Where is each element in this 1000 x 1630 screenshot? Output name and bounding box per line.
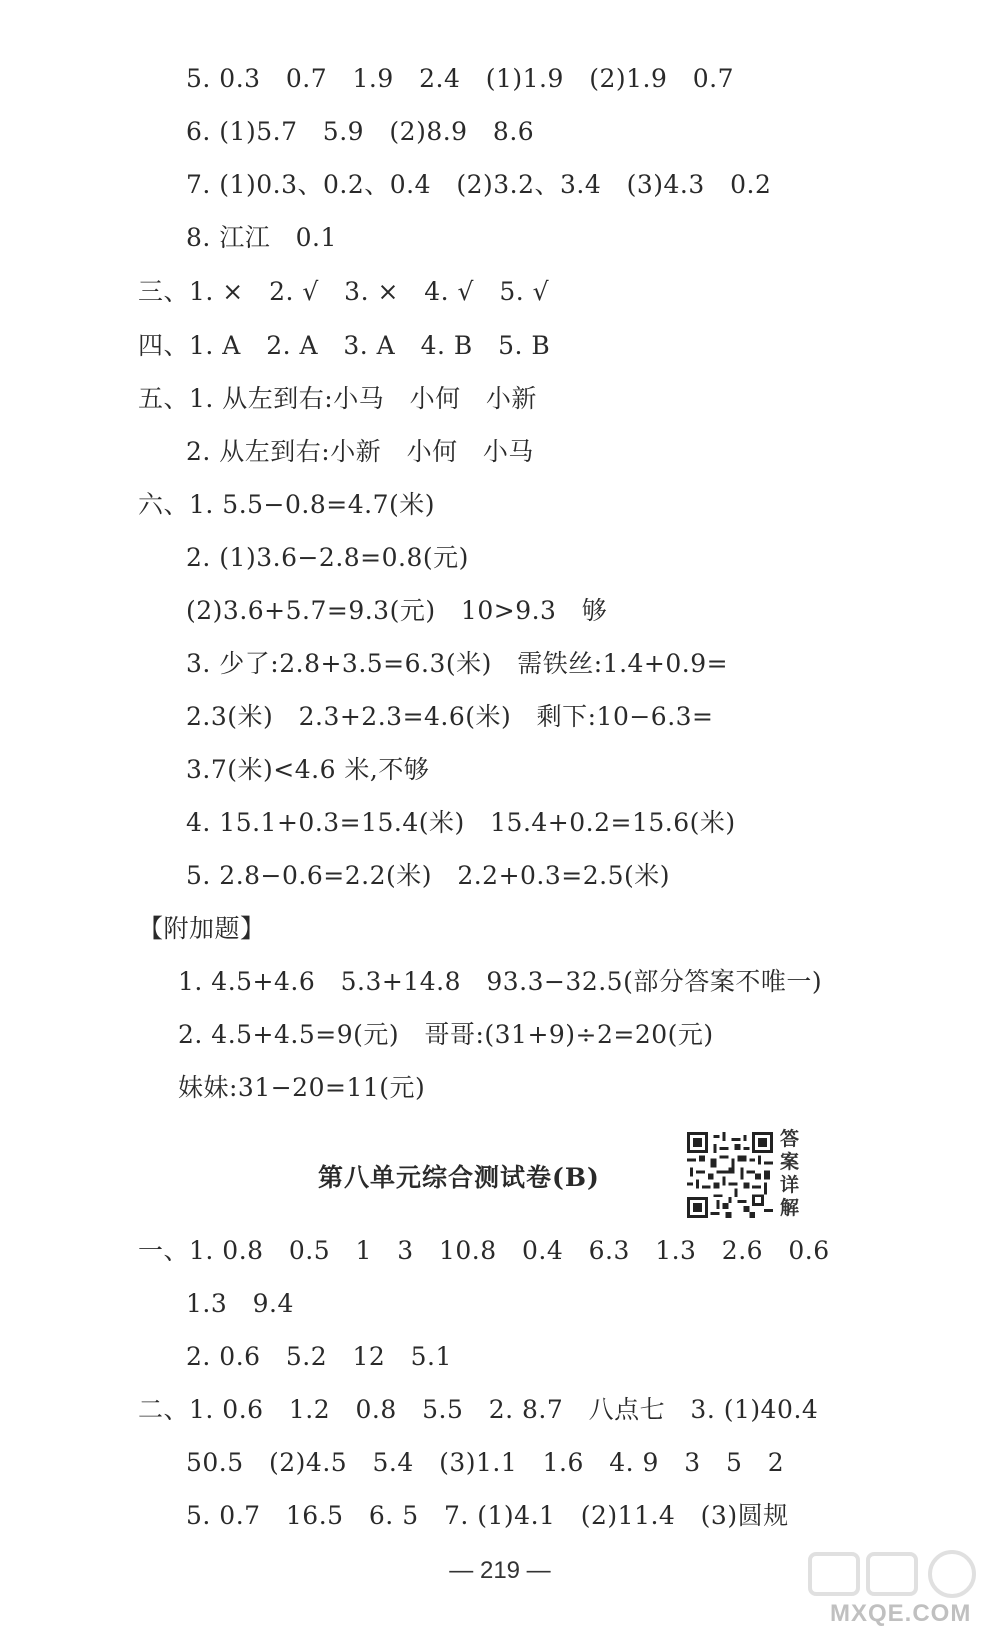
answer-line: 2. 从左到右:小新 小何 小马: [186, 437, 534, 466]
answer-line: 4. 15.1+0.3=15.4(米) 15.4+0.2=15.6(米): [186, 808, 736, 837]
answer-line: 三、1. × 2. √ 3. × 4. √ 5. √: [138, 277, 550, 306]
answer-line: 六、1. 5.5−0.8=4.7(米): [138, 490, 435, 519]
answer-line: 2.3(米) 2.3+2.3=4.6(米) 剩下:10−6.3=: [186, 702, 714, 731]
answer-line: 6. (1)5.7 5.9 (2)8.9 8.6: [186, 117, 535, 146]
answer-line: 5. 0.7 16.5 6. 5 7. (1)4.1 (2)11.4 (3)圆规: [186, 1501, 789, 1530]
answer-line: 7. (1)0.3、0.2、0.4 (2)3.2、3.4 (3)4.3 0.2: [186, 170, 772, 199]
answer-line: (2)3.6+5.7=9.3(元) 10>9.3 够: [186, 596, 608, 625]
answer-line: 1.3 9.4: [186, 1289, 294, 1318]
answer-line: 【附加题】: [138, 914, 266, 943]
watermark-text: MXQE.COM: [830, 1600, 972, 1627]
answer-line: 2. 0.6 5.2 12 5.1: [186, 1342, 452, 1371]
answer-line: 5. 0.3 0.7 1.9 2.4 (1)1.9 (2)1.9 0.7: [186, 64, 734, 93]
answer-line: 一、1. 0.8 0.5 1 3 10.8 0.4 6.3 1.3 2.6 0.6: [138, 1236, 830, 1265]
answer-line: 3.7(米)<4.6 米,不够: [186, 755, 430, 784]
qr-caption: 答案详解: [780, 1128, 800, 1219]
section-title: 第八单元综合测试卷(B): [318, 1163, 600, 1192]
answer-line: 四、1. A 2. A 3. A 4. B 5. B: [138, 331, 551, 360]
answer-line: 2. (1)3.6−2.8=0.8(元): [186, 543, 469, 572]
answer-line: 1. 4.5+4.6 5.3+14.8 93.3−32.5(部分答案不唯一): [178, 967, 823, 996]
page-number: — 219 —: [449, 1557, 551, 1584]
answer-line: 妹妹:31−20=11(元): [178, 1073, 426, 1102]
answer-line: 2. 4.5+4.5=9(元) 哥哥:(31+9)÷2=20(元): [178, 1020, 714, 1049]
answer-line: 5. 2.8−0.6=2.2(米) 2.2+0.3=2.5(米): [186, 861, 670, 890]
answer-line: 50.5 (2)4.5 5.4 (3)1.1 1.6 4. 9 3 5 2: [186, 1448, 785, 1477]
qr-code-icon[interactable]: [687, 1132, 773, 1218]
answer-line: 五、1. 从左到右:小马 小何 小新: [138, 384, 537, 413]
answer-line: 8. 江江 0.1: [186, 223, 337, 252]
answer-line: 3. 少了:2.8+3.5=6.3(米) 需铁丝:1.4+0.9=: [186, 649, 729, 678]
answer-line: 二、1. 0.6 1.2 0.8 5.5 2. 8.7 八点七 3. (1)40.4: [138, 1395, 819, 1424]
